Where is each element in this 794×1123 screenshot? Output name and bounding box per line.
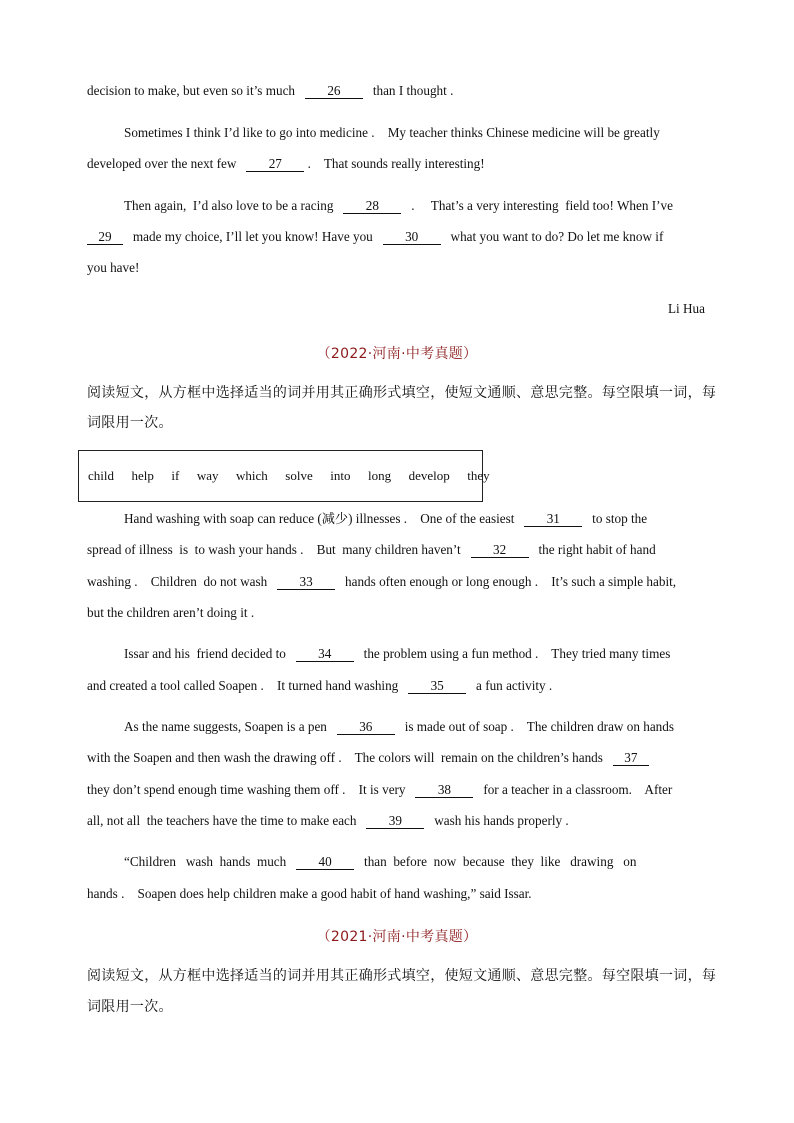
blank-26: 26: [305, 83, 363, 99]
source-label: （2022·河南·中考真题）: [316, 346, 478, 362]
text: they don’t spend enough time washing them off . It is very: [87, 782, 406, 797]
paragraph-line: [87, 541, 706, 559]
paragraph-line: [87, 781, 706, 799]
paragraph-line: [87, 228, 706, 246]
paragraph-line: [124, 510, 706, 528]
text: wash his hands properly .: [434, 813, 569, 828]
paragraph-line: [87, 573, 706, 591]
blank-27: 27: [246, 156, 304, 172]
text: is made out of soap . The children draw on hands: [404, 719, 674, 734]
text: a fun activity .: [476, 678, 553, 693]
paragraph-line: [87, 677, 706, 695]
text: but the children aren’t doing it .: [87, 605, 255, 620]
word-option: help: [131, 468, 154, 483]
text: As the name suggests, Soapen is a pen: [124, 719, 327, 734]
word-box: [78, 450, 490, 502]
text: what you want to do? Do let me know if: [450, 229, 664, 244]
paragraph-line: [124, 853, 706, 871]
word-option: they: [467, 468, 490, 483]
word-option: if: [171, 468, 180, 483]
instruction-line: 阅读短文，从方框中选择适当的词并用其正确形式填空，使短文通顺、意思完整。每空限填一词，每: [87, 968, 717, 984]
paragraph-line: [87, 604, 706, 622]
text: Sometimes I think I’d like to go into medicine . My teacher thinks Chinese medicine will be greatly: [124, 125, 660, 140]
text: spread of illness is to wash your hands . But many children haven’t: [87, 542, 461, 557]
text: than before now because they like drawing on: [364, 854, 637, 869]
paragraph-line: [87, 749, 706, 767]
blank-36: 36: [337, 719, 395, 735]
text: . That’s a very interesting field too! When I’ve: [411, 198, 673, 213]
text: all, not all the teachers have the time to make each: [87, 813, 357, 828]
text: the right habit of hand: [538, 542, 656, 557]
text: . That sounds really interesting!: [307, 156, 485, 171]
blank-33: 33: [277, 574, 335, 590]
paragraph-line: [87, 885, 706, 903]
word-option: into: [330, 468, 351, 483]
text: washing . Children do not wash: [87, 574, 268, 589]
word-option: child: [88, 468, 114, 483]
text: Then again, I’d also love to be a racing: [124, 198, 334, 213]
blank-35: 35: [408, 678, 466, 694]
text: developed over the next few: [87, 156, 237, 171]
blank-31: 31: [524, 511, 582, 527]
text: for a teacher in a classroom. After: [483, 782, 673, 797]
source-label: （2021·河南·中考真题）: [316, 929, 478, 945]
blank-34: 34: [296, 646, 354, 662]
word-option: which: [236, 468, 268, 483]
blank-28: 28: [343, 198, 401, 214]
text: than I thought .: [372, 83, 454, 98]
text: Hand washing with soap can reduce (减少) illnesses . One of the easiest: [124, 511, 515, 526]
paragraph-line: [124, 718, 706, 736]
paragraph-line: [124, 197, 706, 215]
paragraph-line: [87, 155, 706, 173]
blank-40: 40: [296, 854, 354, 870]
blank-39: 39: [366, 813, 424, 829]
blank-29: 29: [87, 229, 123, 245]
text: “Children wash hands much: [124, 854, 287, 869]
instruction-line: 阅读短文，从方框中选择适当的词并用其正确形式填空，使短文通顺、意思完整。每空限填一词，每: [87, 385, 717, 401]
blank-38: 38: [415, 782, 473, 798]
text: to stop the: [592, 511, 648, 526]
paragraph-line: [87, 82, 706, 100]
text: and created a tool called Soapen . It turned hand washing: [87, 678, 399, 693]
word-option: long: [367, 468, 392, 483]
paragraph-line: [87, 812, 706, 830]
text: Issar and his friend decided to: [124, 646, 286, 661]
text: made my choice, I’ll let you know! Have you: [132, 229, 373, 244]
word-option: develop: [408, 468, 450, 483]
word-option: way: [196, 468, 219, 483]
signature: Li Hua: [668, 301, 705, 316]
paragraph-line: [87, 259, 706, 277]
blank-30: 30: [383, 229, 441, 245]
text: hands often enough or long enough . It’s such a simple habit,: [345, 574, 677, 589]
text: the problem using a fun method . They tried many times: [363, 646, 671, 661]
text: with the Soapen and then wash the drawing off . The colors will remain on the children’s hands: [87, 750, 603, 765]
blank-32: 32: [471, 542, 529, 558]
word-option: solve: [285, 468, 313, 483]
instruction-line: 词限用一次。: [87, 999, 173, 1015]
paragraph-line: [124, 124, 706, 142]
text: hands . Soapen does help children make a good habit of hand washing,” said Issar.: [87, 886, 532, 901]
blank-37: 37: [613, 750, 649, 766]
text: decision to make, but even so it’s much: [87, 83, 296, 98]
instruction-line: 词限用一次。: [87, 415, 173, 431]
text: you have!: [87, 260, 140, 275]
paragraph-line: [124, 645, 706, 663]
